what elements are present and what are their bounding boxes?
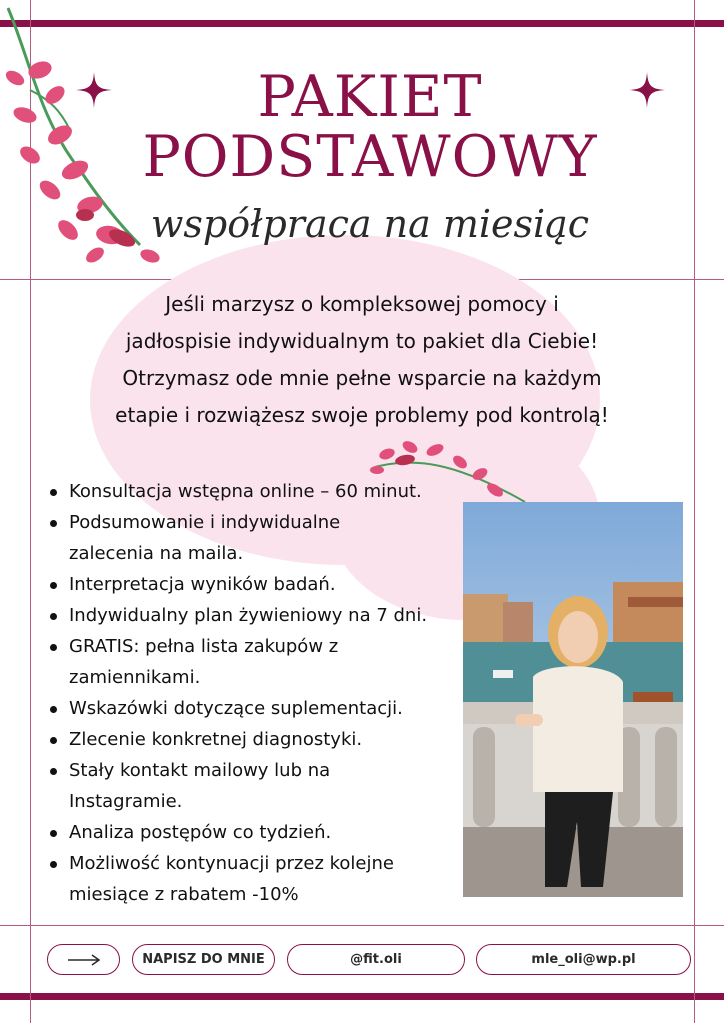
footer-divider — [0, 925, 724, 926]
list-item: Analiza postępów co tydzień. — [47, 817, 447, 848]
list-item: GRATIS: pełna lista zakupów z zamiennikami. — [47, 631, 369, 693]
list-item: Indywidualny plan żywieniowy na 7 dni. — [47, 600, 447, 631]
list-item: Wskazówki dotyczące suplementacji. — [47, 693, 447, 724]
page-title-line1: PAKIET — [257, 64, 483, 130]
list-item: Interpretacja wyników badań. — [47, 569, 447, 600]
contact-button[interactable]: NAPISZ DO MNIE — [132, 944, 275, 975]
list-item: Możliwość kontynuacji przez kolejne miesiące z rabatem -10% — [47, 848, 449, 910]
arrow-right-icon — [67, 954, 101, 966]
bottom-bar — [0, 993, 724, 1000]
page-subtitle: współpraca na miesiąc — [150, 202, 590, 246]
page-title-line2: PODSTAWOWY — [142, 124, 598, 190]
arrow-button[interactable] — [47, 944, 120, 975]
intro-line: jadłospisie indywidualnym to pakiet dla Ciebie! — [125, 329, 599, 353]
instagram-button[interactable]: @fit.oli — [287, 944, 465, 975]
list-item: Zlecenie konkretnej diagnostyki. — [47, 724, 447, 755]
email-button[interactable]: mle_oli@wp.pl — [476, 944, 691, 975]
intro-line: etapie i rozwiążesz swoje problemy pod kontrolą! — [115, 403, 609, 427]
profile-photo — [463, 502, 683, 897]
frame-line-right — [694, 0, 695, 1023]
list-item: Konsultacja wstępna online – 60 minut. — [47, 476, 447, 507]
list-item: Podsumowanie i indywidualne zalecenia na maila. — [47, 507, 369, 569]
intro-line: Otrzymasz ode mnie pełne wsparcie na każdym — [122, 366, 602, 390]
feature-list — [47, 476, 447, 910]
intro-text — [70, 286, 654, 434]
list-item: Stały kontakt mailowy lub na Instagramie. — [47, 755, 369, 817]
intro-line: Jeśli marzysz o kompleksowej pomocy i — [165, 292, 559, 316]
